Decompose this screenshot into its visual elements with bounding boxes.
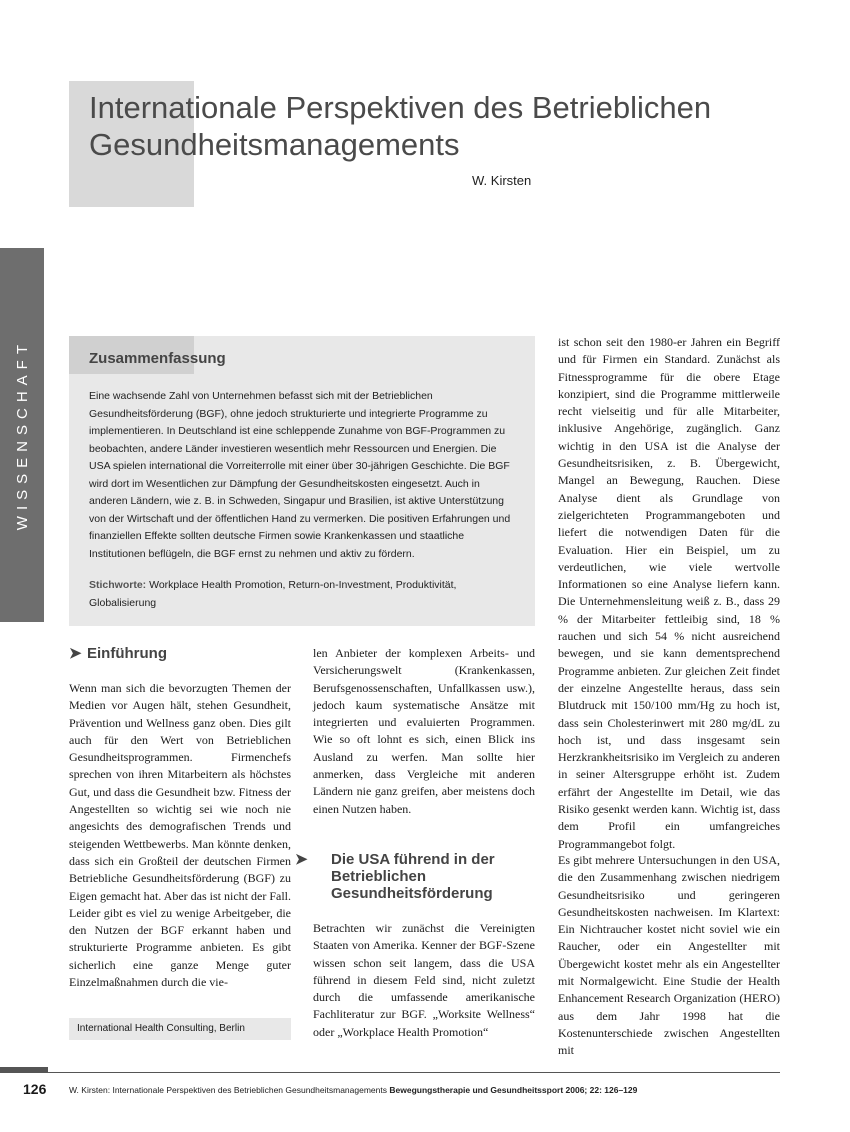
keywords-label: Stichworte: [89,579,147,591]
side-tab-label: WISSENSCHAFT [13,339,31,531]
citation-text: W. Kirsten: Internationale Perspektiven des Betrieblichen Gesundheitsmanagements [69,1085,387,1095]
abstract-text: Eine wachsende Zahl von Unternehmen befasst sich mit der Betrieblichen Gesundheitsförderung (BGF), ohne jedoch strukturierte und integrierte Programme zu implementieren. In Deutschland ist eine schleppende Zunahme von BGF-Programmen zu beobachten, andere Länder investieren wesentlich mehr Ressourcen und Energien. Die USA spielen international die Vorreiterrolle mit einer über 30-jährigen Geschichte. Die BGF wird dort im Wesentlichen zur Dämpfung der Gesundheitskosten eingesetzt. Auch in anderen Ländern, wie z. B. in Schweden, Singapur und Brasilien, ist aktive Unterstützung von der Wirtschaft und der öffentlichen Hand zu vermerken. Die positiven Erfahrungen und finanziellen Effekte sollten deutsche Firmen sowie Krankenkassen und staatliche Institutionen beflügeln, die BGF ernst zu nehmen und aktiv zu fördern. [89,390,511,560]
usa-heading [295,851,535,902]
article-title: Internationale Perspektiven des Betrieblichen Gesundheitsmanagements [89,90,712,162]
author: W. Kirsten [472,173,532,188]
body-column-1: Wenn man sich die bevorzugten Themen der Medien vor Augen hält, stehen Gesundheit, Prävention und Wellness ganz oben. Dies gilt auch für den Wert von Betrieblichen Gesundheitsprogrammen. Firmenchefs sprechen von ihren Mitarbeitern als höchstes Gut, und dass die Gesundheit bzw. Fitness der Angestellten so wichtig sei wie noch nie angesichts des demografischen Trends und steigenden Wettbewerbs. Man könnte denken, dass sich ein Großteil der deutschen Firmen Betriebliche Gesundheitsförderung (BGF) zu Eigen gemacht hat. Aber das ist nicht der Fall. Leider gibt es viel zu wenige Arbeitgeber, die den Nutzen der BGF erkannt haben und strukturierte Programme anbieten. Es gibt sicherlich eine ganze Menge guter Einzelmaßnahmen durch die vie- [69,681,291,990]
footer-rule [0,1072,780,1073]
section-side-tab [0,248,44,622]
arrow-icon: ➤ [295,851,308,868]
abstract-heading: Zusammenfassung [89,350,226,367]
body-column-3-top: ist schon seit den 1980-er Jahren ein Begriff und für Firmen ein Standard. Zunächst als Fitnessprogramme für die obere Etage konzipiert, sind die Programme mittlerweile recht vielseitig und für alle Mitarbeiter, inklusive Angehörige, zugänglich. Ganz wichtig in den USA ist die Analyse der Gesundheitsrisiken, z. B. Übergewicht, Mangel an Bewegung, Rauchen. Diese Analyse dient als Grundlage von zielgerichteten Programmangeboten und liefert die notwendigen Daten für die Evaluation. Hier ein Beispiel, um zu verdeutlichen, wie viele wertvolle Informationen so eine Analyse liefern kann. Die Unternehmensleitung weiß z. B., dass 29 % der Mitarbeiter fettleibig sind, 18 % rauchen und sich 54 % nicht ausreichend bewegen, und sie kann dementsprechend Programme anbieten. Zur gleichen Zeit findet der einzelne Angestellte heraus, dass sein Blutdruck mit 150/100 mm/Hg zu hoch ist, dass sein Cholesterinwert mit 280 mg/dL zu hoch ist, und dass insgesamt sein Herzkrankheitsrisiko im Vergleich zu anderen in seiner Altersgruppe erhöht ist. Zudem erfährt der Angestellte im Detail, wie das Risiko gesenkt werden kann. Wichtig ist, dass dem Profil ein umfangreiches Programmangebot folgt. [558,335,780,851]
arrow-icon: ➤ [69,645,82,662]
body-column-3-bottom: Es gibt mehrere Untersuchungen in den USA, die den Zusammenhang zwischen niedrigem Gesundheitsrisiko und geringeren Gesundheitskosten nachweisen. Im Klartext: Ein Nichtraucher kostet nicht soviel wie ein Raucher, oder ein Angestellter mit Übergewicht kostet mehr als ein Angestellter mit Normalgewicht. Eine Studie der Health Enhancement Research Organization (HERO) aus dem Jahr 1998 hat die Kostenunterschiede zwischen Angestellten mit [558,853,780,1058]
body-column-2-bottom: Betrachten wir zunächst die Vereinigten Staaten von Amerika. Kenner der BGF-Szene wissen schon seit langem, dass die USA führend in diesem Feld sind, nicht zuletzt durch die umfassende amerikanische Fachliteratur zur BGF. „Worksite Wellness“ oder „Workplace Health Promotion“ [313,921,535,1039]
affiliation: International Health Consulting, Berlin [69,1018,291,1040]
body-column-2-top: len Anbieter der komplexen Arbeits- und Versicherungswelt (Krankenkassen, Berufsgenossenschaften, Unfallkassen usw.), jedoch kaum systematische Ansätze mit integrierten und evaluierten Programmen. Wie so oft lohnt es sich, einen Blick ins Ausland zu werfen. Man sollte hier anmerken, dass Vergleiche mit anderen Ländern nie ganz greifen, aber meistens doch einen Nutzen haben. [313,646,535,816]
journal-reference: Bewegungstherapie und Gesundheitssport 2006; 22: 126–129 [389,1085,638,1095]
intro-heading [69,645,291,662]
footer-citation [69,1085,637,1095]
page-number: 126 [23,1081,47,1097]
intro-heading-text: Einführung [87,645,167,662]
usa-heading-text: Die USA führend in der Betrieblichen Gesundheitsförderung [331,851,495,902]
keywords-text: Workplace Health Promotion, Return-on-Investment, Produktivität, Globalisierung [89,579,457,609]
keywords [89,577,517,612]
